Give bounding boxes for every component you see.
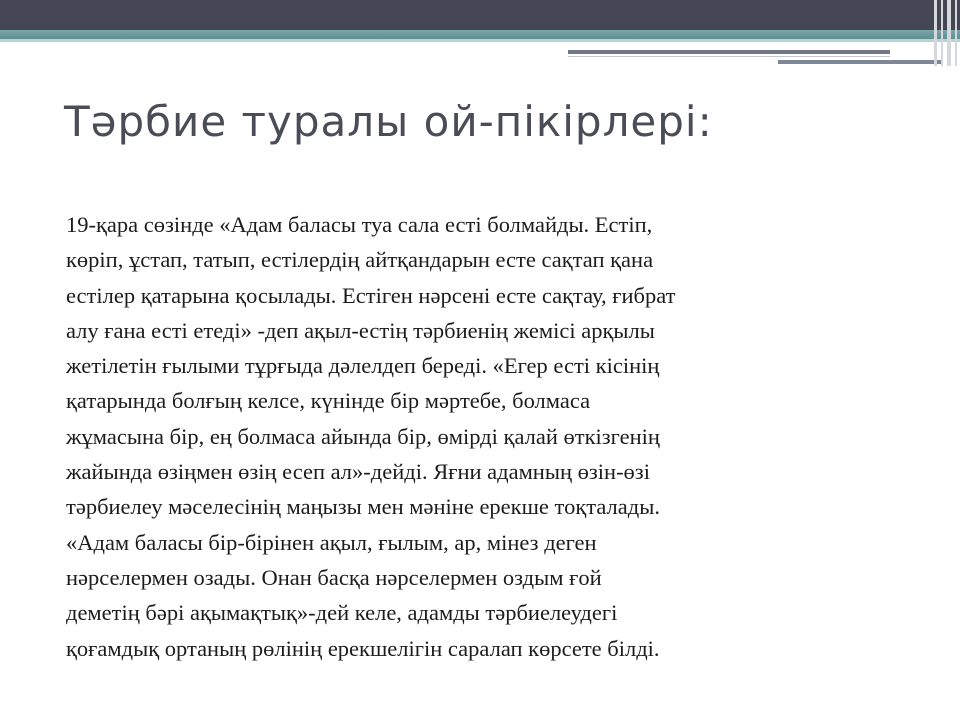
header-accent-strip bbox=[0, 30, 960, 39]
decorative-rule-long bbox=[568, 50, 890, 54]
body-line: қатарында болғың келсе, күнінде бір мәртебе, болмаса bbox=[66, 388, 591, 414]
body-line: жайында өзіңмен өзің есеп ал»-дейді. Яғни адамның өзін-өзі bbox=[66, 459, 650, 485]
body-line: «Адам баласы бір-бірінен ақыл, ғылым, ар, мінез деген bbox=[66, 529, 597, 555]
corner-stripes bbox=[930, 0, 960, 66]
header-accent-line bbox=[0, 39, 960, 42]
body-line: көріп, ұстап, татып, естілердің айтқандарын есте сақтап қана bbox=[66, 247, 654, 273]
decorative-rule-thin bbox=[568, 56, 890, 57]
body-line: естілер қатарына қосылады. Естіген нәрсені есте сақтау, ғибрат bbox=[66, 282, 676, 308]
slide-body-text bbox=[66, 207, 926, 666]
body-line: қоғамдық ортаның рөлінің ерекшелігін саралап көрсете білді. bbox=[66, 635, 660, 661]
body-line: жетілетін ғылыми тұрғыда дәлелдеп береді. «Егер есті кісінің bbox=[66, 353, 660, 379]
body-line: деметің бәрі ақымақтық»-дей келе, адамды тәрбиелеудегі bbox=[66, 600, 618, 626]
body-line: 19-қара сөзінде «Адам баласы туа сала есті болмайды. Естіп, bbox=[66, 212, 653, 237]
body-line: алу ғана есті етеді» -деп ақыл-естің тәрбиенің жемісі арқылы bbox=[66, 317, 655, 343]
header-bar bbox=[0, 0, 960, 30]
slide-title: Тәрбие туралы ой-пікірлері: bbox=[64, 97, 713, 146]
decorative-rule-short bbox=[778, 60, 943, 64]
body-line: нәрселермен озады. Онан басқа нәрселермен оздым ғой bbox=[66, 564, 602, 590]
body-line: тәрбиелеу мәселесінің маңызы мен мәніне ерекше тоқталады. bbox=[66, 494, 660, 520]
body-line: жұмасына бір, ең болмаса айында бір, өмірді қалай өткізгенің bbox=[66, 423, 660, 449]
